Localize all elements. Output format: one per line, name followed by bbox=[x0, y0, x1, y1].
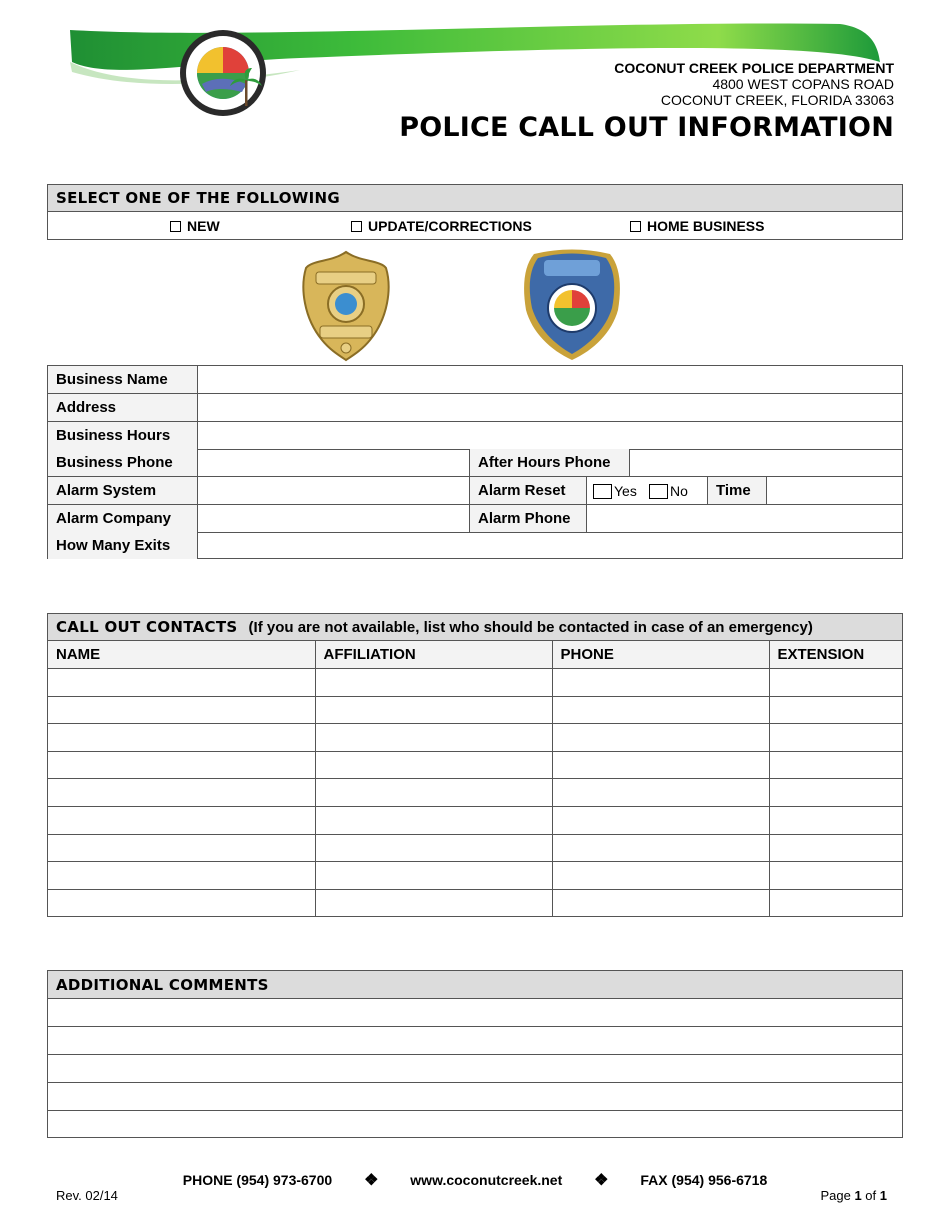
footer-fax: FAX (954) 956-6718 bbox=[640, 1172, 768, 1188]
table-row bbox=[48, 779, 902, 807]
affiliation-cell[interactable] bbox=[315, 696, 552, 724]
table-row bbox=[48, 669, 902, 697]
city-seal-logo bbox=[178, 28, 268, 118]
comment-line[interactable] bbox=[48, 1111, 902, 1139]
business-hours-label: Business Hours bbox=[48, 422, 198, 449]
business-phone-label: Business Phone bbox=[48, 449, 198, 476]
column-phone: PHONE bbox=[552, 641, 769, 669]
table-row bbox=[48, 889, 902, 917]
name-cell[interactable] bbox=[48, 669, 315, 697]
department-info bbox=[614, 60, 894, 108]
page-current: 1 bbox=[854, 1188, 862, 1203]
option-home-business-label: HOME BUSINESS bbox=[647, 218, 765, 234]
alarm-reset-no-checkbox[interactable] bbox=[649, 484, 668, 499]
address-label: Address bbox=[48, 394, 198, 421]
affiliation-cell[interactable] bbox=[315, 834, 552, 862]
column-affiliation: AFFILIATION bbox=[315, 641, 552, 669]
extension-cell[interactable] bbox=[769, 779, 902, 807]
phone-cell[interactable] bbox=[552, 862, 769, 890]
name-cell[interactable] bbox=[48, 889, 315, 917]
phone-cell[interactable] bbox=[552, 751, 769, 779]
footer-website[interactable]: www.coconutcreek.net bbox=[410, 1172, 563, 1188]
extension-cell[interactable] bbox=[769, 696, 902, 724]
select-section bbox=[47, 184, 903, 240]
affiliation-cell[interactable] bbox=[315, 751, 552, 779]
page-total: 1 bbox=[879, 1188, 887, 1203]
contacts-header-note: (If you are not available, list who should be contacted in case of an emergency) bbox=[248, 619, 813, 636]
phone-cell[interactable] bbox=[552, 889, 769, 917]
police-patch-icon bbox=[520, 246, 624, 362]
comment-line[interactable] bbox=[48, 999, 902, 1027]
extension-cell[interactable] bbox=[769, 889, 902, 917]
officer-badge-icon bbox=[300, 248, 392, 362]
new-checkbox[interactable] bbox=[170, 221, 181, 232]
business-hours-row bbox=[48, 422, 902, 450]
affiliation-cell[interactable] bbox=[315, 669, 552, 697]
additional-comments-section bbox=[47, 970, 903, 1138]
affiliation-cell[interactable] bbox=[315, 807, 552, 835]
alarm-reset-yes-checkbox[interactable] bbox=[593, 484, 612, 499]
department-name: COCONUT CREEK POLICE DEPARTMENT bbox=[614, 60, 894, 76]
alarm-company-label: Alarm Company bbox=[48, 505, 198, 532]
phone-cell[interactable] bbox=[552, 669, 769, 697]
comment-line[interactable] bbox=[48, 1055, 902, 1083]
after-hours-phone-label: After Hours Phone bbox=[469, 449, 630, 476]
alarm-reset-no-label: No bbox=[670, 483, 688, 499]
address-line-1: 4800 WEST COPANS ROAD bbox=[712, 76, 894, 92]
page-prefix: Page bbox=[820, 1188, 851, 1203]
column-name: NAME bbox=[48, 641, 315, 669]
phone-cell[interactable] bbox=[552, 696, 769, 724]
alarm-reset-yes[interactable] bbox=[593, 483, 637, 499]
phone-cell[interactable] bbox=[552, 724, 769, 752]
update-corrections-checkbox[interactable] bbox=[351, 221, 362, 232]
name-cell[interactable] bbox=[48, 834, 315, 862]
diamond-separator-icon: ❖ bbox=[594, 1172, 609, 1189]
how-many-exits-row bbox=[48, 532, 902, 559]
phone-cell[interactable] bbox=[552, 779, 769, 807]
alarm-phone-label: Alarm Phone bbox=[469, 505, 587, 532]
extension-cell[interactable] bbox=[769, 669, 902, 697]
page-of: of bbox=[865, 1188, 877, 1203]
table-row bbox=[48, 834, 902, 862]
name-cell[interactable] bbox=[48, 807, 315, 835]
extension-cell[interactable] bbox=[769, 834, 902, 862]
business-name-label: Business Name bbox=[48, 366, 198, 393]
table-row bbox=[48, 724, 902, 752]
affiliation-cell[interactable] bbox=[315, 724, 552, 752]
alarm-reset-no[interactable] bbox=[649, 483, 688, 499]
name-cell[interactable] bbox=[48, 751, 315, 779]
alarm-system-row bbox=[48, 477, 902, 505]
address-row bbox=[48, 394, 902, 422]
table-row bbox=[48, 807, 902, 835]
home-business-checkbox[interactable] bbox=[630, 221, 641, 232]
page-number bbox=[820, 1188, 887, 1203]
extension-cell[interactable] bbox=[769, 807, 902, 835]
extension-cell[interactable] bbox=[769, 751, 902, 779]
contacts-header bbox=[48, 614, 902, 641]
footer-phone: PHONE (954) 973-6700 bbox=[182, 1172, 333, 1188]
option-new-label: NEW bbox=[187, 218, 220, 234]
contacts-header-title: CALL OUT CONTACTS bbox=[56, 618, 238, 636]
phone-cell[interactable] bbox=[552, 807, 769, 835]
select-header: SELECT ONE OF THE FOLLOWING bbox=[48, 185, 902, 212]
option-update-corrections[interactable] bbox=[351, 218, 532, 234]
form-title: POLICE CALL OUT INFORMATION bbox=[399, 112, 894, 143]
extension-cell[interactable] bbox=[769, 724, 902, 752]
how-many-exits-label: How Many Exits bbox=[48, 532, 198, 559]
affiliation-cell[interactable] bbox=[315, 862, 552, 890]
address-line-2: COCONUT CREEK, FLORIDA 33063 bbox=[660, 92, 894, 108]
comments-header: ADDITIONAL COMMENTS bbox=[48, 971, 902, 999]
contacts-table bbox=[48, 641, 902, 917]
diamond-separator-icon: ❖ bbox=[364, 1172, 379, 1189]
name-cell[interactable] bbox=[48, 696, 315, 724]
option-update-label: UPDATE/CORRECTIONS bbox=[368, 218, 532, 234]
column-extension: EXTENSION bbox=[769, 641, 902, 669]
alarm-reset-label: Alarm Reset bbox=[469, 477, 587, 504]
phone-cell[interactable] bbox=[552, 834, 769, 862]
alarm-reset-yes-label: Yes bbox=[614, 483, 637, 499]
table-row bbox=[48, 751, 902, 779]
revision-label: Rev. 02/14 bbox=[56, 1188, 118, 1203]
business-name-row bbox=[48, 366, 902, 394]
affiliation-cell[interactable] bbox=[315, 779, 552, 807]
name-cell[interactable] bbox=[48, 779, 315, 807]
comment-line[interactable] bbox=[48, 1083, 902, 1111]
table-row bbox=[48, 696, 902, 724]
name-cell[interactable] bbox=[48, 724, 315, 752]
alarm-company-row bbox=[48, 505, 902, 533]
alarm-system-label: Alarm System bbox=[48, 477, 198, 504]
extension-cell[interactable] bbox=[769, 862, 902, 890]
time-label: Time bbox=[707, 477, 767, 504]
table-row bbox=[48, 862, 902, 890]
footer-contact bbox=[0, 1170, 950, 1190]
comment-line[interactable] bbox=[48, 1027, 902, 1055]
affiliation-cell[interactable] bbox=[315, 889, 552, 917]
business-phone-row bbox=[48, 449, 902, 477]
name-cell[interactable] bbox=[48, 862, 315, 890]
option-home-business[interactable] bbox=[630, 218, 764, 234]
contacts-header-row bbox=[48, 641, 902, 669]
option-new[interactable] bbox=[170, 218, 220, 234]
call-out-contacts-section bbox=[47, 613, 903, 917]
business-info-grid bbox=[47, 365, 903, 559]
